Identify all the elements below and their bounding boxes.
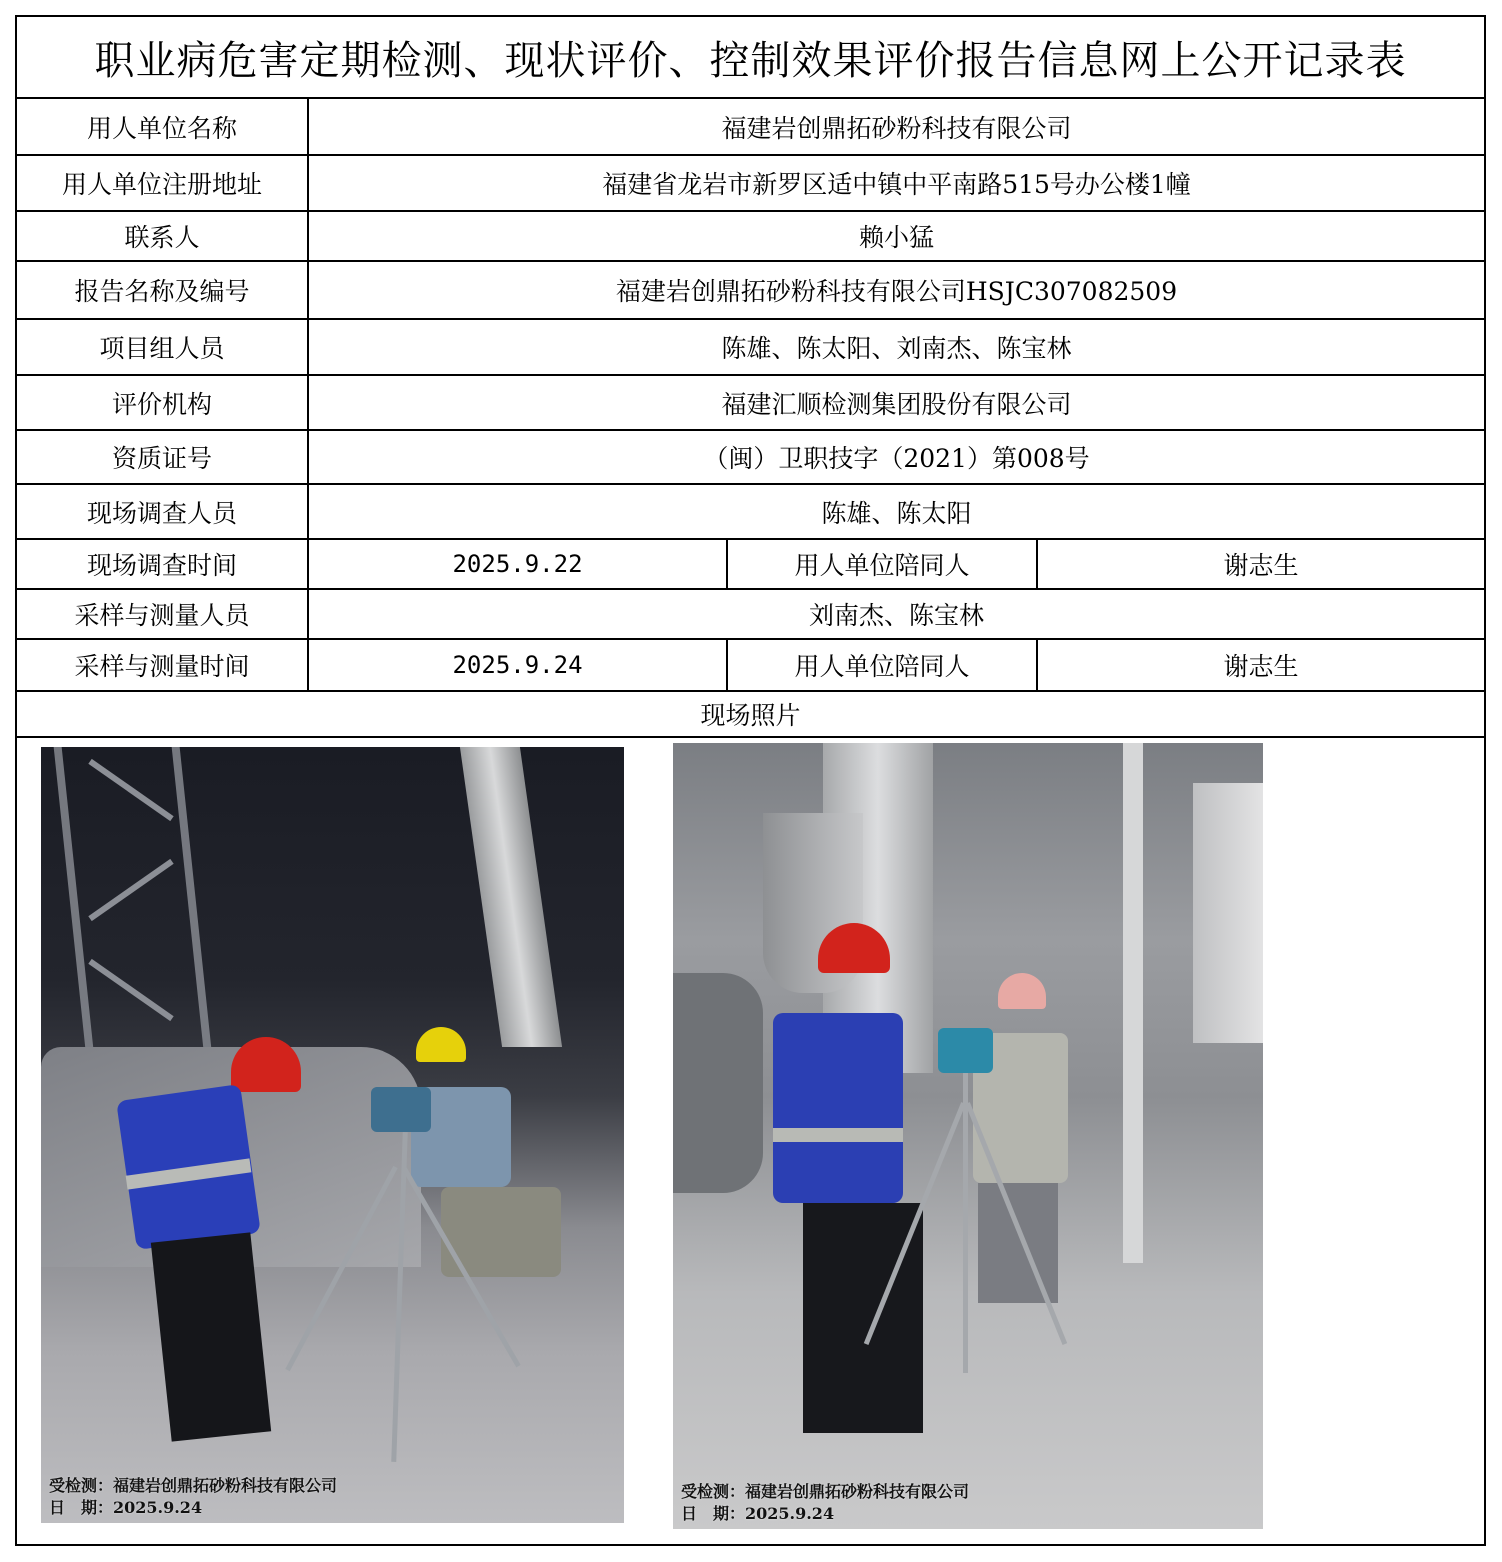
row-photos-heading bbox=[17, 692, 1484, 738]
row-qualification-number bbox=[17, 431, 1484, 485]
value-sampling-companion: 谢志生 bbox=[1223, 652, 1299, 681]
row-report-name bbox=[17, 262, 1484, 320]
value-project-team: 陈雄、陈太阳、刘南杰、陈宝林 bbox=[721, 334, 1072, 363]
photos-heading: 现场照片 bbox=[700, 701, 801, 730]
label-survey-time: 现场调查时间 bbox=[17, 540, 309, 588]
label-contact: 联系人 bbox=[17, 212, 309, 260]
site-photo-1 bbox=[41, 747, 624, 1523]
row-survey-time bbox=[17, 540, 1484, 590]
label-report-name: 报告名称及编号 bbox=[17, 262, 309, 318]
label-project-team: 项目组人员 bbox=[17, 320, 309, 374]
row-registered-address bbox=[17, 156, 1484, 212]
photos-area bbox=[17, 738, 1484, 1546]
row-project-team bbox=[17, 320, 1484, 376]
label-survey-companion: 用人单位陪同人 bbox=[728, 540, 1038, 588]
label-sampling-companion: 用人单位陪同人 bbox=[728, 640, 1038, 690]
value-evaluation-agency: 福建汇顺检测集团股份有限公司 bbox=[721, 389, 1072, 419]
label-qualification-number: 资质证号 bbox=[17, 431, 309, 483]
value-survey-companion: 谢志生 bbox=[1223, 551, 1299, 580]
value-survey-staff: 陈雄、陈太阳 bbox=[821, 498, 972, 528]
site-photo-2 bbox=[673, 743, 1263, 1529]
row-evaluation-agency bbox=[17, 376, 1484, 431]
form-title: 职业病危害定期检测、现状评价、控制效果评价报告信息网上公开记录表 bbox=[17, 17, 1484, 99]
row-contact bbox=[17, 212, 1484, 262]
label-employer-name: 用人单位名称 bbox=[17, 99, 309, 154]
label-sampling-staff: 采样与测量人员 bbox=[17, 590, 309, 638]
value-qualification-number: （闽）卫职技字（2021）第008号 bbox=[703, 444, 1090, 473]
value-sampling-staff: 刘南杰、陈宝林 bbox=[808, 601, 984, 630]
photo-2-caption-company: 受检测：福建岩创鼎拓砂粉科技有限公司 bbox=[681, 1482, 970, 1501]
row-sampling-time bbox=[17, 640, 1484, 692]
label-registered-address: 用人单位注册地址 bbox=[17, 156, 309, 210]
photo-1-caption-company: 受检测：福建岩创鼎拓砂粉科技有限公司 bbox=[49, 1476, 338, 1495]
label-survey-staff: 现场调查人员 bbox=[17, 485, 309, 538]
photo-2-caption-date: 日 期：2025.9.24 bbox=[681, 1504, 835, 1523]
value-registered-address: 福建省龙岩市新罗区适中镇中平南路515号办公楼1幢 bbox=[602, 170, 1191, 199]
record-form bbox=[15, 15, 1486, 1546]
value-employer-name: 福建岩创鼎拓砂粉科技有限公司 bbox=[721, 113, 1072, 143]
row-survey-staff bbox=[17, 485, 1484, 540]
label-sampling-time: 采样与测量时间 bbox=[17, 640, 309, 690]
row-employer-name bbox=[17, 99, 1484, 156]
photo-2-caption bbox=[681, 1481, 969, 1525]
photo-1-caption-date: 日 期：2025.9.24 bbox=[49, 1498, 203, 1517]
value-survey-time: 2025.9.22 bbox=[309, 540, 728, 588]
label-evaluation-agency: 评价机构 bbox=[17, 376, 309, 429]
value-contact: 赖小猛 bbox=[858, 223, 934, 252]
row-sampling-staff bbox=[17, 590, 1484, 640]
value-sampling-time: 2025.9.24 bbox=[309, 640, 728, 690]
photo-1-caption bbox=[49, 1475, 337, 1519]
value-report-name: 福建岩创鼎拓砂粉科技有限公司HSJC307082509 bbox=[615, 277, 1178, 306]
